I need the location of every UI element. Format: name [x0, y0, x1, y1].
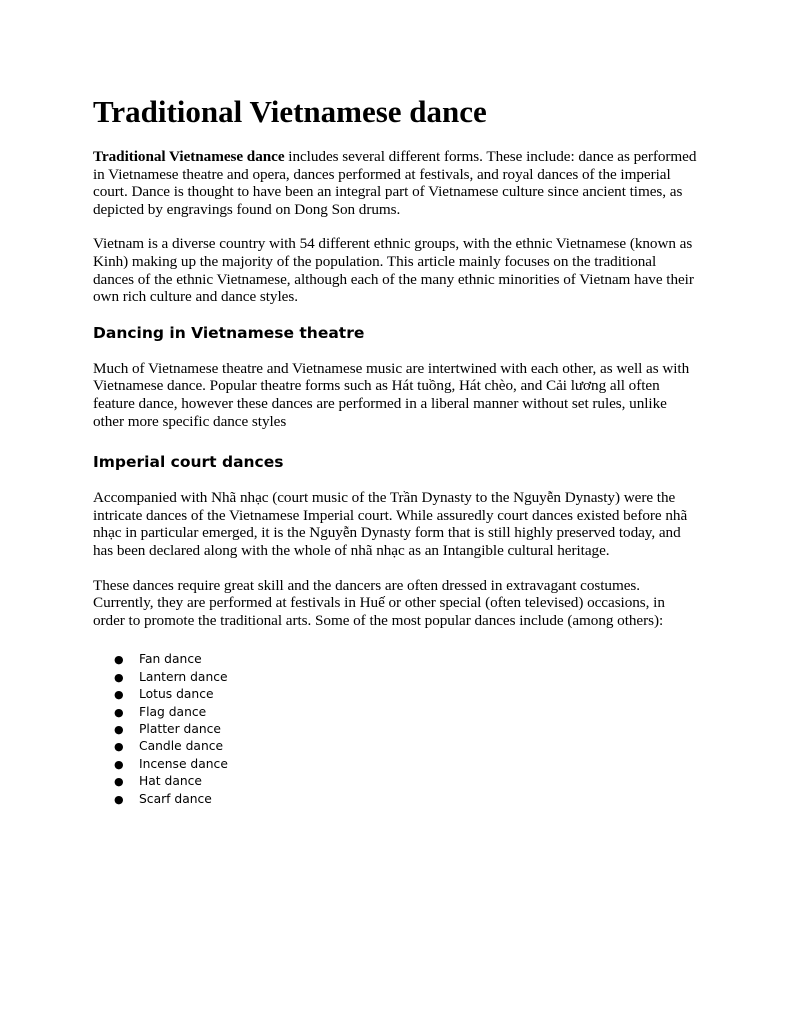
bullet-icon: ● [114, 705, 124, 719]
list-item [93, 721, 699, 738]
list-item [93, 704, 699, 721]
list-item-label: Hat dance [139, 774, 202, 789]
bullet-icon: ● [114, 740, 124, 754]
list-item [93, 773, 699, 790]
list-item-label: Scarf dance [139, 791, 212, 806]
imperial-court-paragraph-2: These dances require great skill and the dancers are often dressed in extravagant costumes. Currently, they are performed at festivals in Huế or other special (often televised) occasions, in order to promote the traditional arts. Some of the most popular dances include (among others): [93, 576, 665, 629]
imperial-court-paragraph-1: Accompanied with Nhã nhạc (court music of the Trần Dynasty to the Nguyễn Dynasty) were the intricate dances of the Vietnamese Imperial court. While assuredly court dances existed before nhã nhạc in particular emerged, it is the Nguyễn Dynasty form that is still highly preserved today, and has been declared along with the whole of nhã nhạc as an Intangible cultural heritage. [93, 489, 688, 559]
list-item [93, 791, 699, 808]
section-heading-theatre: Dancing in Vietnamese theatre [93, 323, 365, 342]
page-title: Traditional Vietnamese dance [93, 94, 487, 129]
document-page [93, 94, 699, 808]
list-item [93, 669, 699, 686]
list-item-label: Platter dance [139, 721, 222, 736]
intro-paragraph [93, 148, 699, 218]
list-item-label: Incense dance [139, 756, 228, 771]
bullet-icon: ● [114, 653, 124, 667]
list-item [93, 686, 699, 703]
bullet-icon: ● [114, 792, 124, 806]
intro-text: includes several different forms. These include: dance as performed in Vietnamese theatre and opera, dances performed at festivals, and royal dances of the imperial court. Dance is thought to have been an integral part of Vietnamese culture since ancient times, as depicted by engravings found on Dong Son drums. [93, 148, 697, 218]
list-item-label: Flag dance [139, 704, 207, 719]
list-item-label: Fan dance [139, 652, 202, 667]
bullet-icon: ● [114, 688, 124, 702]
theatre-paragraph: Much of Vietnamese theatre and Vietnamese music are intertwined with each other, as well as with Vietnamese dance. Popular theatre forms such as Hát tuồng, Hát chèo, and Cải lương all often feature dance, however these dances are performed in a liberal manner without set rules, unlike other more specific dance styles [93, 359, 690, 430]
list-item-label: Candle dance [139, 739, 224, 754]
intro-bold-lead: Traditional Vietnamese dance [93, 148, 285, 165]
list-item [93, 651, 699, 668]
bullet-icon: ● [114, 775, 124, 789]
bullet-icon: ● [114, 722, 124, 736]
list-item-label: Lotus dance [139, 687, 214, 702]
list-item-label: Lantern dance [139, 669, 228, 684]
list-item [93, 738, 699, 755]
list-item [93, 756, 699, 773]
section-heading-imperial-court: Imperial court dances [93, 453, 284, 472]
bullet-icon: ● [114, 670, 124, 684]
bullet-icon: ● [114, 757, 124, 771]
ethnic-groups-paragraph: Vietnam is a diverse country with 54 different ethnic groups, with the ethnic Vietnamese (known as Kinh) making up the majority of the population. This article mainly focuses on the traditional dances of the ethnic Vietnamese, although each of the many ethnic minorities of Vietnam have their own rich culture and dance styles. [93, 235, 694, 306]
dance-list [93, 651, 699, 808]
